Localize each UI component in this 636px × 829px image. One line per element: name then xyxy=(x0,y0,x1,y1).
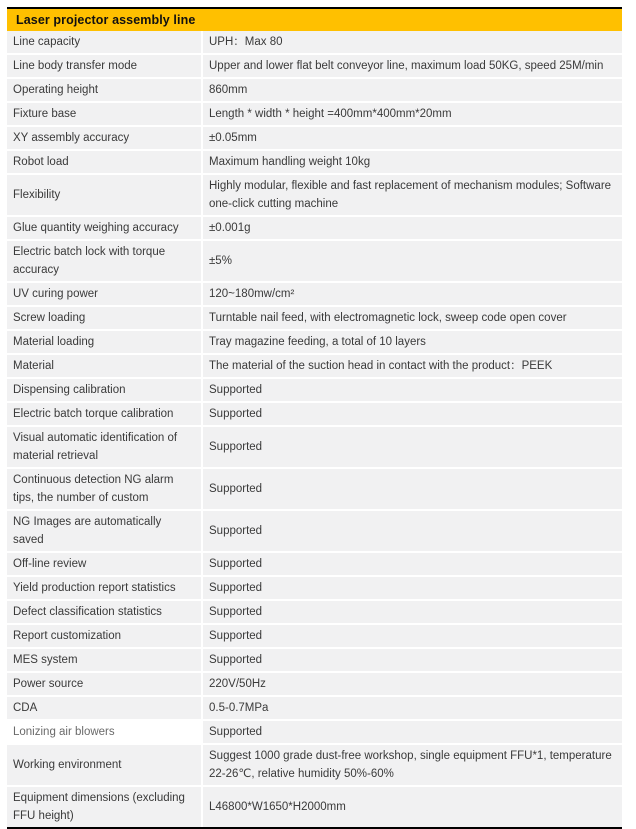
table-row xyxy=(7,125,622,149)
spec-label: Material loading xyxy=(7,331,203,353)
spec-label: Electric batch torque calibration xyxy=(7,403,203,425)
spec-value: Supported xyxy=(203,649,622,671)
spec-value: ±0.05mm xyxy=(203,127,622,149)
spec-value: 0.5-0.7MPa xyxy=(203,697,622,719)
spec-label: Working environment xyxy=(7,745,203,785)
table-row xyxy=(7,743,622,785)
table-row xyxy=(7,623,622,647)
table-row xyxy=(7,239,622,281)
spec-label: Line body transfer mode xyxy=(7,55,203,77)
spec-label: Glue quantity weighing accuracy xyxy=(7,217,203,239)
spec-label: UV curing power xyxy=(7,283,203,305)
spec-label: Operating height xyxy=(7,79,203,101)
spec-label: Flexibility xyxy=(7,175,203,215)
table-row xyxy=(7,599,622,623)
spec-value: The material of the suction head in contact with the product：PEEK xyxy=(203,355,622,377)
spec-value: ±0.001g xyxy=(203,217,622,239)
spec-value: Supported xyxy=(203,379,622,401)
spec-label: Visual automatic identification of material retrieval xyxy=(7,427,203,467)
table-row xyxy=(7,281,622,305)
table-row xyxy=(7,719,622,743)
spec-label: Material xyxy=(7,355,203,377)
spec-label: Fixture base xyxy=(7,103,203,125)
spec-label: Continuous detection NG alarm tips, the number of custom xyxy=(7,469,203,509)
spec-label: Off-line review xyxy=(7,553,203,575)
spec-label: Lonizing air blowers xyxy=(7,721,203,743)
spec-value: Highly modular, flexible and fast replacement of mechanism modules; Software one-click cutting machine xyxy=(203,175,622,215)
spec-value: Supported xyxy=(203,469,622,509)
table-row xyxy=(7,377,622,401)
spec-label: Robot load xyxy=(7,151,203,173)
spec-value: Supported xyxy=(203,427,622,467)
spec-label: Dispensing calibration xyxy=(7,379,203,401)
spec-value: Maximum handling weight 10kg xyxy=(203,151,622,173)
table-row xyxy=(7,575,622,599)
spec-value: Tray magazine feeding, a total of 10 layers xyxy=(203,331,622,353)
table-row xyxy=(7,671,622,695)
spec-value: Supported xyxy=(203,553,622,575)
spec-label: Power source xyxy=(7,673,203,695)
spec-label: CDA xyxy=(7,697,203,719)
table-row xyxy=(7,647,622,671)
spec-label: Equipment dimensions (excluding FFU height) xyxy=(7,787,203,827)
spec-value: 220V/50Hz xyxy=(203,673,622,695)
spec-value: Upper and lower flat belt conveyor line, maximum load 50KG, speed 25M/min xyxy=(203,55,622,77)
spec-label: Electric batch lock with torque accuracy xyxy=(7,241,203,281)
table-row xyxy=(7,329,622,353)
table-row xyxy=(7,215,622,239)
table-row xyxy=(7,425,622,467)
table-row xyxy=(7,101,622,125)
table-row xyxy=(7,173,622,215)
spec-value: Supported xyxy=(203,601,622,623)
table-row xyxy=(7,551,622,575)
spec-label: XY assembly accuracy xyxy=(7,127,203,149)
spec-value: Length * width * height =400mm*400mm*20mm xyxy=(203,103,622,125)
spec-value: Supported xyxy=(203,625,622,647)
table-title: Laser projector assembly line xyxy=(7,9,622,31)
spec-label: MES system xyxy=(7,649,203,671)
spec-value: 860mm xyxy=(203,79,622,101)
spec-table xyxy=(7,7,622,829)
spec-value: UPH：Max 80 xyxy=(203,31,622,53)
spec-value: Suggest 1000 grade dust-free workshop, single equipment FFU*1, temperature 22-26℃, relative humidity 50%-60% xyxy=(203,745,622,785)
spec-label: Line capacity xyxy=(7,31,203,53)
table-row xyxy=(7,785,622,827)
table-row xyxy=(7,31,622,53)
spec-label: NG Images are automatically saved xyxy=(7,511,203,551)
table-row xyxy=(7,509,622,551)
table-row xyxy=(7,305,622,329)
spec-label: Yield production report statistics xyxy=(7,577,203,599)
table-row xyxy=(7,77,622,101)
table-row xyxy=(7,695,622,719)
spec-value: L46800*W1650*H2000mm xyxy=(203,787,622,827)
spec-value: Turntable nail feed, with electromagnetic lock, sweep code open cover xyxy=(203,307,622,329)
spec-value: Supported xyxy=(203,403,622,425)
spec-value: Supported xyxy=(203,721,622,743)
table-body xyxy=(7,31,622,827)
table-row xyxy=(7,353,622,377)
spec-value: 120~180mw/cm² xyxy=(203,283,622,305)
spec-label: Defect classification statistics xyxy=(7,601,203,623)
spec-label: Screw loading xyxy=(7,307,203,329)
table-row xyxy=(7,53,622,77)
table-row xyxy=(7,467,622,509)
table-row xyxy=(7,401,622,425)
spec-value: ±5% xyxy=(203,241,622,281)
spec-value: Supported xyxy=(203,511,622,551)
table-row xyxy=(7,149,622,173)
spec-value: Supported xyxy=(203,577,622,599)
spec-label: Report customization xyxy=(7,625,203,647)
